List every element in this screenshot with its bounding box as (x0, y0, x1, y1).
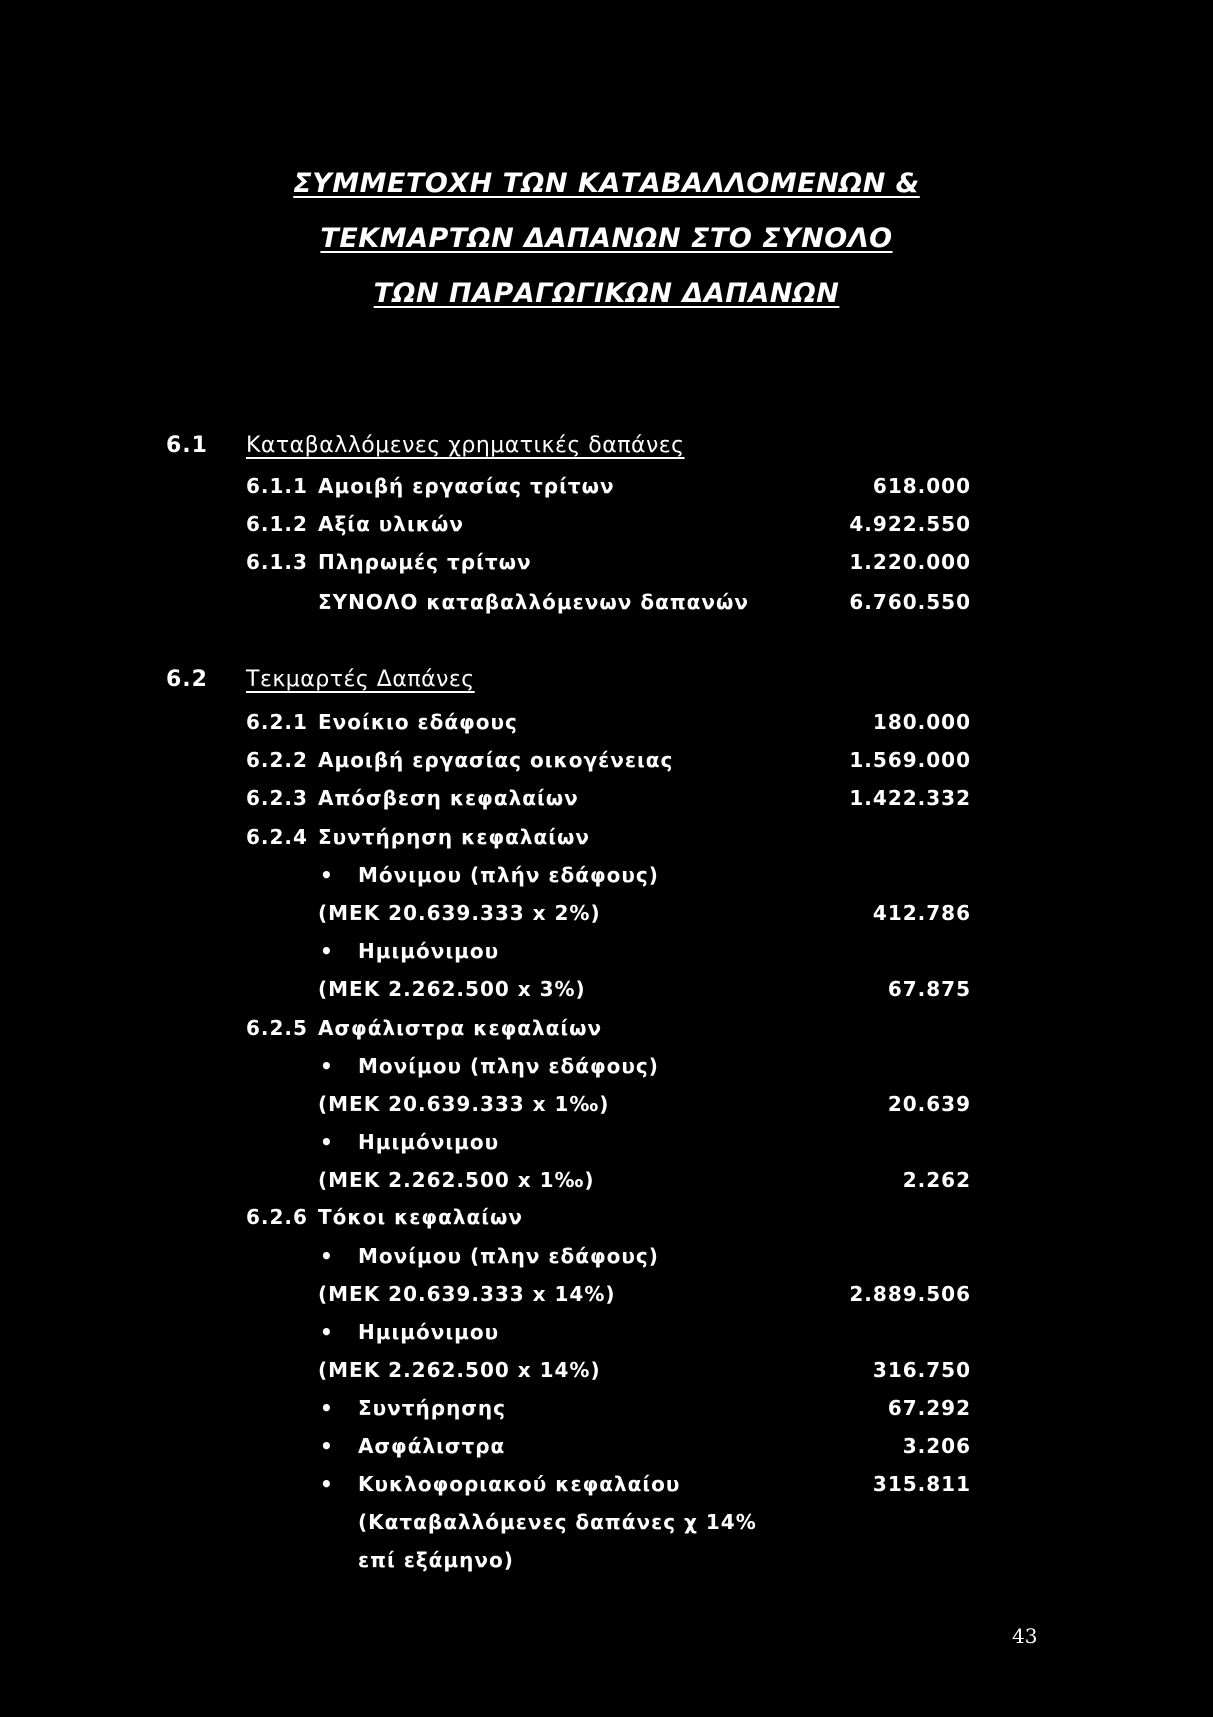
item-6-2-2 (0, 744, 1213, 776)
item-number: 6.2.3 (246, 786, 308, 810)
section-6-2-heading (0, 664, 1213, 696)
calc-row (0, 973, 1213, 1005)
item-number: 6.2.2 (246, 748, 308, 772)
item-6-1-1 (0, 470, 1213, 502)
calc-label: (ΜΕΚ 2.262.500 x 14%) (318, 1358, 601, 1382)
item-number: 6.2.6 (246, 1205, 308, 1229)
item-6-1-3 (0, 546, 1213, 578)
calc-label: (ΜΕΚ 2.262.500 x 1‰) (318, 1168, 595, 1192)
calc-value: 20.639 (887, 1092, 971, 1116)
section-number: 6.1 (166, 433, 208, 458)
bullet-value: 67.292 (887, 1396, 971, 1420)
title-line-3: ΤΩΝ ΠΑΡΑΓΩΓΙΚΩΝ ΔΑΠΑΝΩΝ (373, 278, 840, 309)
bullet-item (0, 859, 1213, 891)
bullet-icon: • (320, 1320, 334, 1344)
bullet-label: Μόνιμου (πλήν εδάφους) (358, 863, 659, 887)
title-line-1: ΣΥΜΜΕΤΟΧΗ ΤΩΝ ΚΑΤΑΒΑΛΛΟΜΕΝΩΝ & (293, 168, 920, 199)
bullet-item (0, 1126, 1213, 1158)
item-6-2-3 (0, 782, 1213, 814)
item-number: 6.1.3 (246, 550, 308, 574)
item-value: 1.569.000 (849, 748, 971, 772)
bullet-item (0, 935, 1213, 967)
bullet-continuation-text: (Καταβαλλόμενες δαπάνες χ 14% (358, 1510, 757, 1534)
page-number: 43 (1012, 1624, 1038, 1648)
bullet-label: Συντήρησης (358, 1396, 507, 1420)
item-6-2-4 (0, 821, 1213, 853)
calc-row (0, 1164, 1213, 1196)
calc-value: 316.750 (872, 1358, 971, 1382)
bullet-label: Ασφάλιστρα (358, 1434, 506, 1458)
item-value: 4.922.550 (849, 512, 971, 536)
calc-row (0, 1278, 1213, 1310)
total-value: 6.760.550 (849, 590, 971, 614)
item-label: Αξία υλικών (318, 512, 464, 536)
bullet-item (0, 1468, 1213, 1500)
item-6-1-2 (0, 508, 1213, 540)
item-number: 6.1.2 (246, 512, 308, 536)
item-6-2-6 (0, 1201, 1213, 1233)
section-6-1-heading (0, 430, 1213, 462)
bullet-item (0, 1430, 1213, 1462)
calc-row (0, 897, 1213, 929)
bullet-value: 3.206 (902, 1434, 971, 1458)
item-label: Αμοιβή εργασίας οικογένειας (318, 748, 674, 772)
bullet-icon: • (320, 1396, 334, 1420)
item-label: Ενοίκιο εδάφους (318, 710, 518, 734)
bullet-label: Μονίμου (πλην εδάφους) (358, 1244, 659, 1268)
item-number: 6.2.4 (246, 825, 308, 849)
item-label: Πληρωμές τρίτων (318, 550, 532, 574)
item-value: 1.220.000 (849, 550, 971, 574)
calc-row (0, 1354, 1213, 1386)
calc-label: (ΜΕΚ 20.639.333 x 14%) (318, 1282, 616, 1306)
bullet-icon: • (320, 1054, 334, 1078)
item-number: 6.2.1 (246, 710, 308, 734)
section-6-1-total (0, 586, 1213, 618)
item-label: Τόκοι κεφαλαίων (318, 1205, 524, 1229)
total-label: ΣΥΝΟΛΟ καταβαλλόμενων δαπανών (318, 590, 750, 614)
item-label: Αμοιβή εργασίας τρίτων (318, 474, 615, 498)
bullet-icon: • (320, 1472, 334, 1496)
bullet-icon: • (320, 1244, 334, 1268)
bullet-continuation (0, 1506, 1213, 1538)
item-number: 6.1.1 (246, 474, 308, 498)
bullet-icon: • (320, 1434, 334, 1458)
section-title: Καταβαλλόμενες χρηματικές δαπάνες (246, 433, 685, 458)
item-value: 1.422.332 (849, 786, 971, 810)
bullet-label: Ημιμόνιμου (358, 939, 500, 963)
bullet-continuation (0, 1544, 1213, 1576)
section-title: Τεκμαρτές Δαπάνες (246, 667, 475, 692)
bullet-label: Ημιμόνιμου (358, 1130, 500, 1154)
calc-value: 67.875 (887, 977, 971, 1001)
bullet-continuation-text: επί εξάμηνο) (358, 1548, 514, 1572)
item-label: Απόσβεση κεφαλαίων (318, 786, 579, 810)
calc-label: (ΜΕΚ 20.639.333 x 1‰) (318, 1092, 610, 1116)
calc-value: 2.889.506 (849, 1282, 971, 1306)
item-label: Ασφάλιστρα κεφαλαίων (318, 1016, 603, 1040)
calc-value: 2.262 (902, 1168, 971, 1192)
bullet-icon: • (320, 1130, 334, 1154)
bullet-icon: • (320, 863, 334, 887)
bullet-item (0, 1392, 1213, 1424)
bullet-value: 315.811 (872, 1472, 971, 1496)
item-value: 618.000 (872, 474, 971, 498)
calc-value: 412.786 (872, 901, 971, 925)
section-number: 6.2 (166, 667, 208, 692)
item-label: Συντήρηση κεφαλαίων (318, 825, 591, 849)
bullet-label: Κυκλοφοριακού κεφαλαίου (358, 1472, 681, 1496)
item-6-2-1 (0, 706, 1213, 738)
item-6-2-5 (0, 1012, 1213, 1044)
item-number: 6.2.5 (246, 1016, 308, 1040)
calc-label: (ΜΕΚ 20.639.333 x 2%) (318, 901, 601, 925)
calc-row (0, 1088, 1213, 1120)
bullet-item (0, 1316, 1213, 1348)
calc-label: (ΜΕΚ 2.262.500 x 3%) (318, 977, 586, 1001)
bullet-item (0, 1050, 1213, 1082)
bullet-icon: • (320, 939, 334, 963)
bullet-label: Μονίμου (πλην εδάφους) (358, 1054, 659, 1078)
bullet-label: Ημιμόνιμου (358, 1320, 500, 1344)
item-value: 180.000 (872, 710, 971, 734)
bullet-item (0, 1240, 1213, 1272)
title-line-2: ΤΕΚΜΑΡΤΩΝ ΔΑΠΑΝΩΝ ΣΤΟ ΣΥΝΟΛΟ (320, 223, 893, 254)
